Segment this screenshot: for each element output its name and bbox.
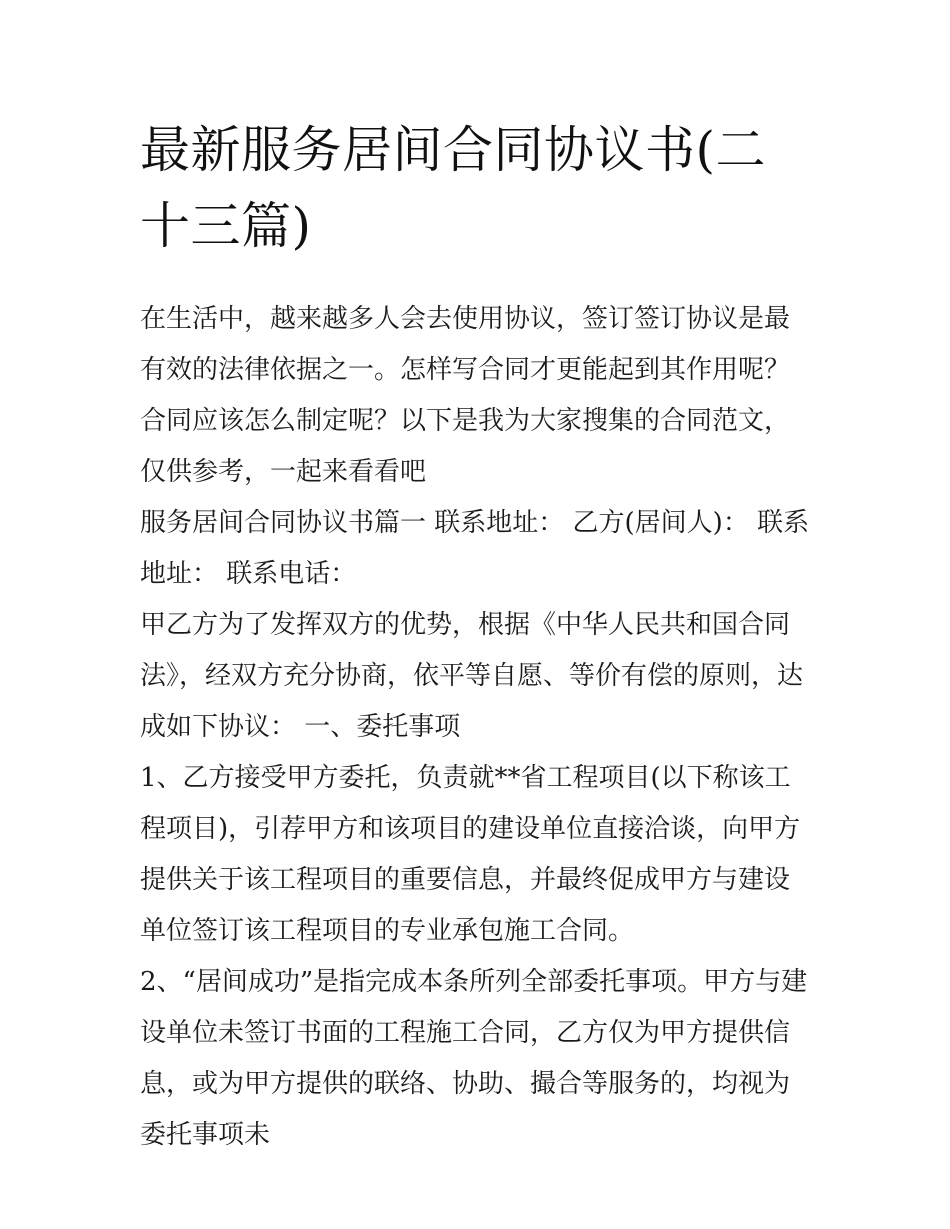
document-title: 最新服务居间合同协议书(二十三篇) — [140, 121, 767, 255]
paragraph-intro: 在生活中，越来越多人会去使用协议，签订签订协议是最有效的法律依据之一。怎样写合同才更能起到其作用呢？合同应该怎么制定呢？以下是我为大家搜集的合同范文，仅供参考，一起来看看吧 — [140, 304, 791, 487]
document-page — [140, 112, 812, 1161]
paragraph-clause-1: 1、乙方接受甲方委托，负责就**省工程项目(以下称该工程项目)，引荐甲方和该项目的建设单位直接洽谈，向甲方提供关于该工程项目的重要信息，并最终促成甲方与建设单位签订该工程项目的专业承包施工合同。 — [140, 763, 801, 946]
paragraph-agreement: 甲乙方为了发挥双方的优势，根据《中华人民共和国合同法》，经双方充分协商，依平等自愿、等价有偿的原则，达成如下协议： 一、委托事项 — [140, 610, 804, 742]
paragraph-parties: 服务居间合同协议书篇一 联系地址： 乙方(居间人)： 联系地址： 联系电话： — [140, 508, 810, 589]
document-body — [140, 294, 812, 1161]
paragraph-clause-2: 2、“居间成功”是指完成本条所列全部委托事项。甲方与建设单位未签订书面的工程施工合同，乙方仅为甲方提供信息，或为甲方提供的联络、协助、撮合等服务的，均视为委托事项未 — [140, 967, 808, 1150]
